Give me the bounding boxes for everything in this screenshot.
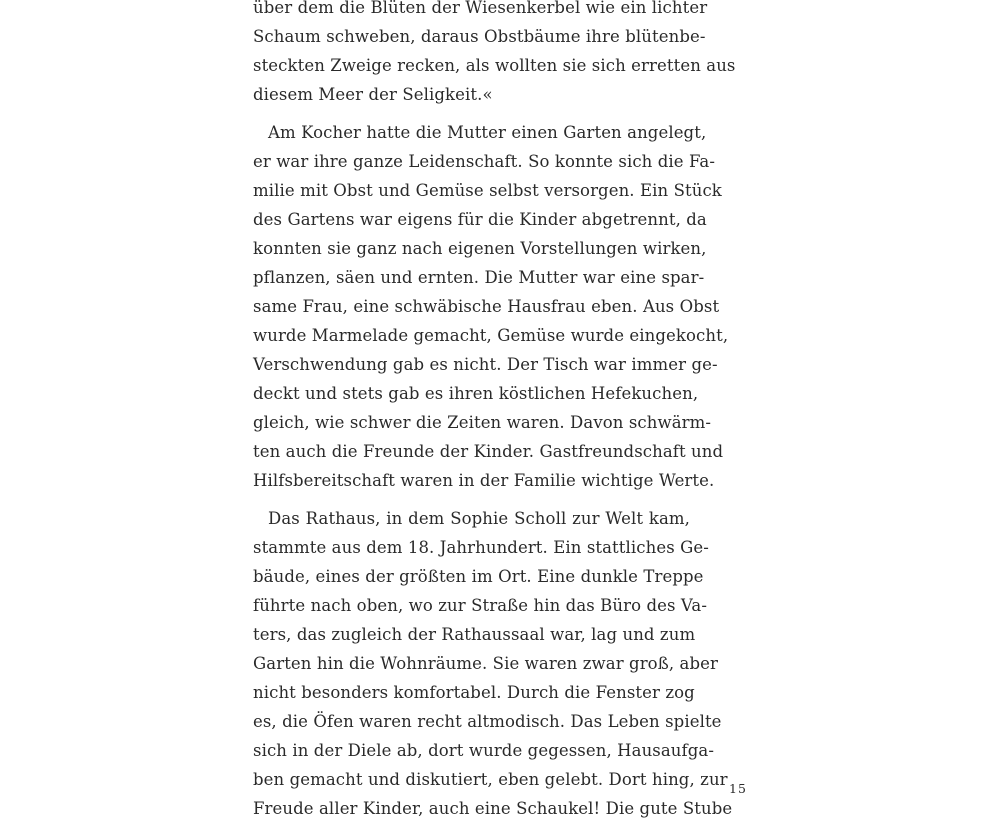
text-line: Garten hin die Wohnräume. Sie waren zwar groß, aber [253,654,718,673]
text-line: Hilfsbereitschaft waren in der Familie wichtige Werte. [253,471,715,490]
paragraph-3 [253,504,733,823]
text-line: konnten sie ganz nach eigenen Vorstellungen wirken, [253,239,707,258]
paragraph-spacer [253,109,690,118]
text-line: ten auch die Freunde der Kinder. Gastfreundschaft und [253,442,724,461]
text-line: führte nach oben, wo zur Straße hin das Büro des Va- [253,596,708,615]
text-line: nicht besonders komfortabel. Durch die Fenster zog [253,683,695,702]
text-line: Verschwendung gab es nicht. Der Tisch war immer ge- [253,355,718,374]
text-line: er war ihre ganze Leidenschaft. So konnte sich die Fa- [253,152,716,171]
text-line: gleich, wie schwer die Zeiten waren. Davon schwärm- [253,413,712,432]
text-line: stammte aus dem 18. Jahrhundert. Ein stattliches Ge- [253,538,709,557]
page-number: 15 [729,781,747,796]
text-line: des Gartens war eigens für die Kinder abgetrennt, da [253,210,707,229]
text-line: wurde Marmelade gemacht, Gemüse wurde eingekocht, [253,326,729,345]
text-line: steckten Zweige recken, als wollten sie sich erretten aus [253,56,736,75]
text-line: ben gemacht und diskutiert, eben gelebt. Dort hing, zur [253,770,728,789]
text-line: sich in der Diele ab, dort wurde gegessen, Hausaufga- [253,741,715,760]
text-line: same Frau, eine schwäbische Hausfrau eben. Aus Obst [253,297,720,316]
paragraph-2 [253,118,729,495]
text-line: über dem die Blüten der Wiesenkerbel wie ein lichter [253,0,708,17]
text-line: Am Kocher hatte die Mutter einen Garten angelegt, [268,123,707,142]
text-line: milie mit Obst und Gemüse selbst versorgen. Ein Stück [253,181,722,200]
text-line: pflanzen, säen und ernten. Die Mutter war eine spar- [253,268,705,287]
text-line: deckt und stets gab es ihren köstlichen Hefekuchen, [253,384,699,403]
text-line: Freude aller Kinder, auch eine Schaukel! Die gute Stube [253,799,733,818]
text-line: bäude, eines der größten im Ort. Eine dunkle Treppe [253,567,704,586]
text-line: diesem Meer der Seligkeit.« [253,85,493,104]
text-line: es, die Öfen waren recht altmodisch. Das Leben spielte [253,712,722,731]
text-line: Das Rathaus, in dem Sophie Scholl zur Welt kam, [268,509,690,528]
paragraph-spacer [253,495,690,504]
text-line: Schaum schweben, daraus Obstbäume ihre blütenbe- [253,27,706,46]
paragraph-1 [253,0,736,109]
text-line: ters, das zugleich der Rathaussaal war, lag und zum [253,625,696,644]
body-text [253,0,736,823]
